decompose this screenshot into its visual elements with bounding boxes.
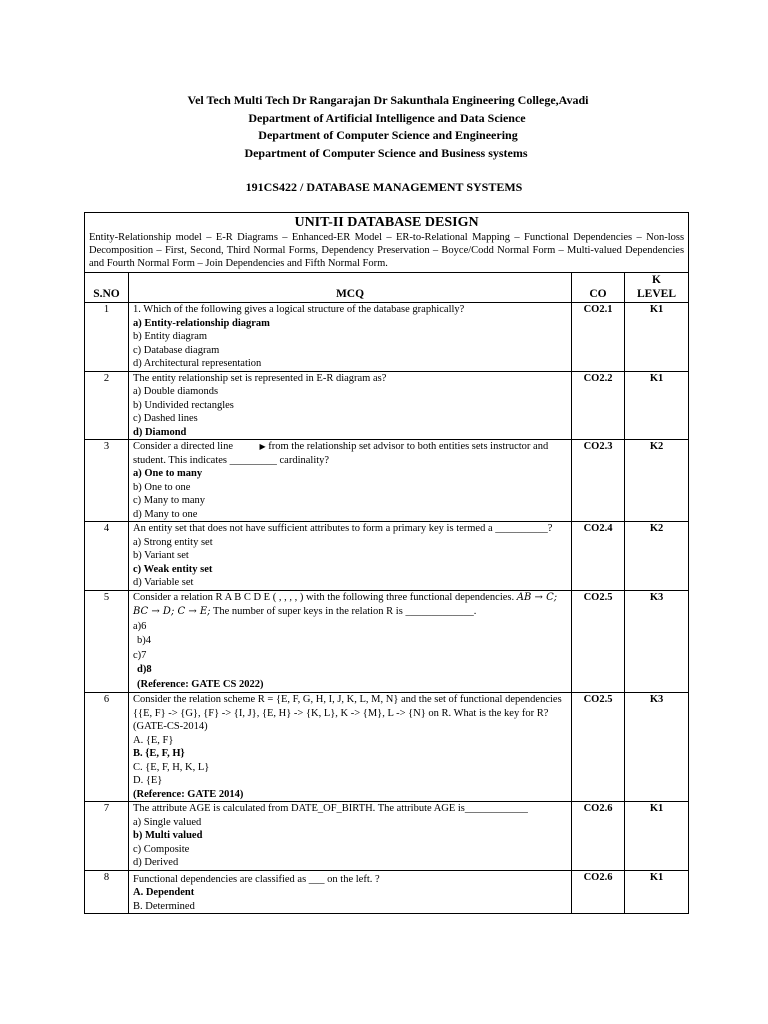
question-text: The attribute AGE is calculated from DATE_OF_BIRTH. The attribute AGE is____________ [133, 803, 528, 814]
option-correct: a) Entity-relationship diagram [133, 317, 270, 329]
question-text: The entity relationship set is represented in E-R diagram as? [133, 372, 387, 384]
mcq-cell [129, 440, 572, 522]
option: b) Entity diagram [133, 331, 208, 342]
column-header-klevel: K LEVEL [625, 273, 689, 303]
option: b)4 [137, 635, 151, 646]
department-line-2: Department of Computer Science and Engineering [258, 128, 518, 142]
option: D. {E} [133, 775, 163, 786]
table-row [85, 371, 689, 440]
co-cell: CO2.4 [572, 522, 625, 591]
sno-cell: 6 [85, 693, 129, 802]
mcq-cell [129, 870, 572, 914]
sno-cell: 7 [85, 802, 129, 871]
college-name: Vel Tech Multi Tech Dr Rangarajan Dr Sakunthala Engineering College,Avadi [187, 93, 589, 107]
option: C. {E, F, H, K, L} [133, 761, 210, 773]
option: c) Database diagram [133, 344, 220, 356]
mcq-cell [129, 802, 572, 871]
option: b) Variant set [133, 550, 189, 561]
option: b) One to one [133, 481, 191, 493]
sno-cell: 2 [85, 371, 129, 440]
klevel-cell: K1 [625, 870, 689, 914]
sno-cell: 3 [85, 440, 129, 522]
option-correct: b) Multi valued [133, 830, 203, 841]
option: a) Double diamonds [133, 386, 219, 397]
unit-description: Entity-Relationship model – E-R Diagrams – Enhanced-ER Model – ER-to-Relational Mapping – Functional Dependencies – Non-loss Decomposition – First, Second, Third Normal Forms, Dependency Preservation – Boyce/Codd Normal Form – Multi-valued Dependencies and Fourth Normal Form – Join Dependencies and Fifth Normal Form. [89, 232, 685, 269]
option: A. {E, F} [133, 734, 174, 746]
option: c)7 [133, 649, 147, 661]
option-correct: A. Dependent [133, 887, 195, 898]
question-text: Functional dependencies are classified as ___ on the left. ? [133, 873, 380, 885]
mcq-cell [129, 590, 572, 693]
klevel-cell: K1 [625, 802, 689, 871]
option: c) Dashed lines [133, 413, 198, 424]
co-cell: CO2.6 [572, 870, 625, 914]
math-expression: AB → C; BC → D; C → E; [133, 591, 558, 617]
klevel-cell: K3 [625, 590, 689, 693]
mcq-table [84, 212, 689, 914]
co-cell: CO2.5 [572, 590, 625, 693]
option: c) Composite [133, 843, 190, 855]
unit-row [85, 213, 689, 273]
question-text: Consider a relation R A B C D E ( , , , , ) with the following three functional dependencies. AB → C; BC → D; C → E; The number of super keys in the relation R is _____________. [133, 591, 558, 617]
option: d) Variable set [133, 577, 194, 588]
option: a) Strong entity set [133, 536, 213, 548]
option-correct: d)8 [137, 664, 152, 675]
department-line-3: Department of Computer Science and Business systems [244, 145, 528, 160]
co-cell: CO2.2 [572, 371, 625, 440]
option-correct: c) Weak entity set [133, 563, 213, 575]
klevel-cell: K1 [625, 303, 689, 372]
option: b) Undivided rectangles [133, 399, 234, 411]
mcq-cell [129, 693, 572, 802]
question-text: Consider a directed line ▶ from the relationship set advisor to both entities sets instructor and student. This indicates _________ cardinality? [133, 440, 567, 467]
option: d) Many to one [133, 508, 198, 520]
arrow-icon [236, 442, 266, 452]
sno-cell: 1 [85, 303, 129, 372]
mcq-cell [129, 522, 572, 591]
klevel-cell: K2 [625, 440, 689, 522]
column-header-row [85, 273, 689, 303]
column-header-co: CO [572, 273, 625, 303]
column-header-sno: S.NO [85, 273, 129, 303]
option: a) Single valued [133, 816, 202, 828]
mcq-cell [129, 371, 572, 440]
option-correct: B. {E, F, H} [133, 748, 185, 759]
klevel-cell: K3 [625, 693, 689, 802]
option: d) Architectural representation [133, 358, 262, 369]
unit-title: UNIT-II DATABASE DESIGN [294, 215, 479, 230]
table-row [85, 802, 689, 871]
co-cell: CO2.6 [572, 802, 625, 871]
document-header [0, 92, 768, 197]
option-correct: d) Diamond [133, 426, 187, 438]
sno-cell: 8 [85, 870, 129, 914]
table-row [85, 303, 689, 372]
option: c) Many to many [133, 495, 206, 506]
question-text: 1. Which of the following gives a logical structure of the database graphically? [133, 304, 465, 315]
co-cell: CO2.3 [572, 440, 625, 522]
mcq-sheet [84, 212, 688, 914]
department-line-1: Department of Artificial Intelligence and Data Science [248, 110, 526, 125]
sno-cell: 4 [85, 522, 129, 591]
klevel-cell: K1 [625, 371, 689, 440]
question-text: An entity set that does not have sufficient attributes to form a primary key is termed a __________? [133, 523, 553, 534]
co-cell: CO2.5 [572, 693, 625, 802]
question-text: Consider the relation scheme R = {E, F, G, H, I, J, K, L, M, N} and the set of functional dependencies {{E, F} -> {G}, {F} -> {I, J}, {E, H} -> {K, L}, K -> {M}, L -> {N} on R. What is the key for R? (GATE-CS-2014) [133, 694, 562, 732]
table-row [85, 870, 689, 914]
course-title: 191CS422 / DATABASE MANAGEMENT SYSTEMS [245, 180, 523, 194]
option: a)6 [133, 620, 147, 632]
table-row [85, 590, 689, 693]
mcq-cell [129, 303, 572, 372]
option: d) Derived [133, 857, 179, 868]
table-row [85, 522, 689, 591]
option-correct: a) One to many [133, 468, 203, 479]
table-row [85, 693, 689, 802]
co-cell: CO2.1 [572, 303, 625, 372]
reference-text: (Reference: GATE CS 2022) [137, 678, 264, 690]
table-row [85, 440, 689, 522]
sno-cell: 5 [85, 590, 129, 693]
option: B. Determined [133, 900, 195, 912]
column-header-mcq: MCQ [129, 273, 572, 303]
reference-text: (Reference: GATE 2014) [133, 788, 244, 800]
klevel-cell: K2 [625, 522, 689, 591]
